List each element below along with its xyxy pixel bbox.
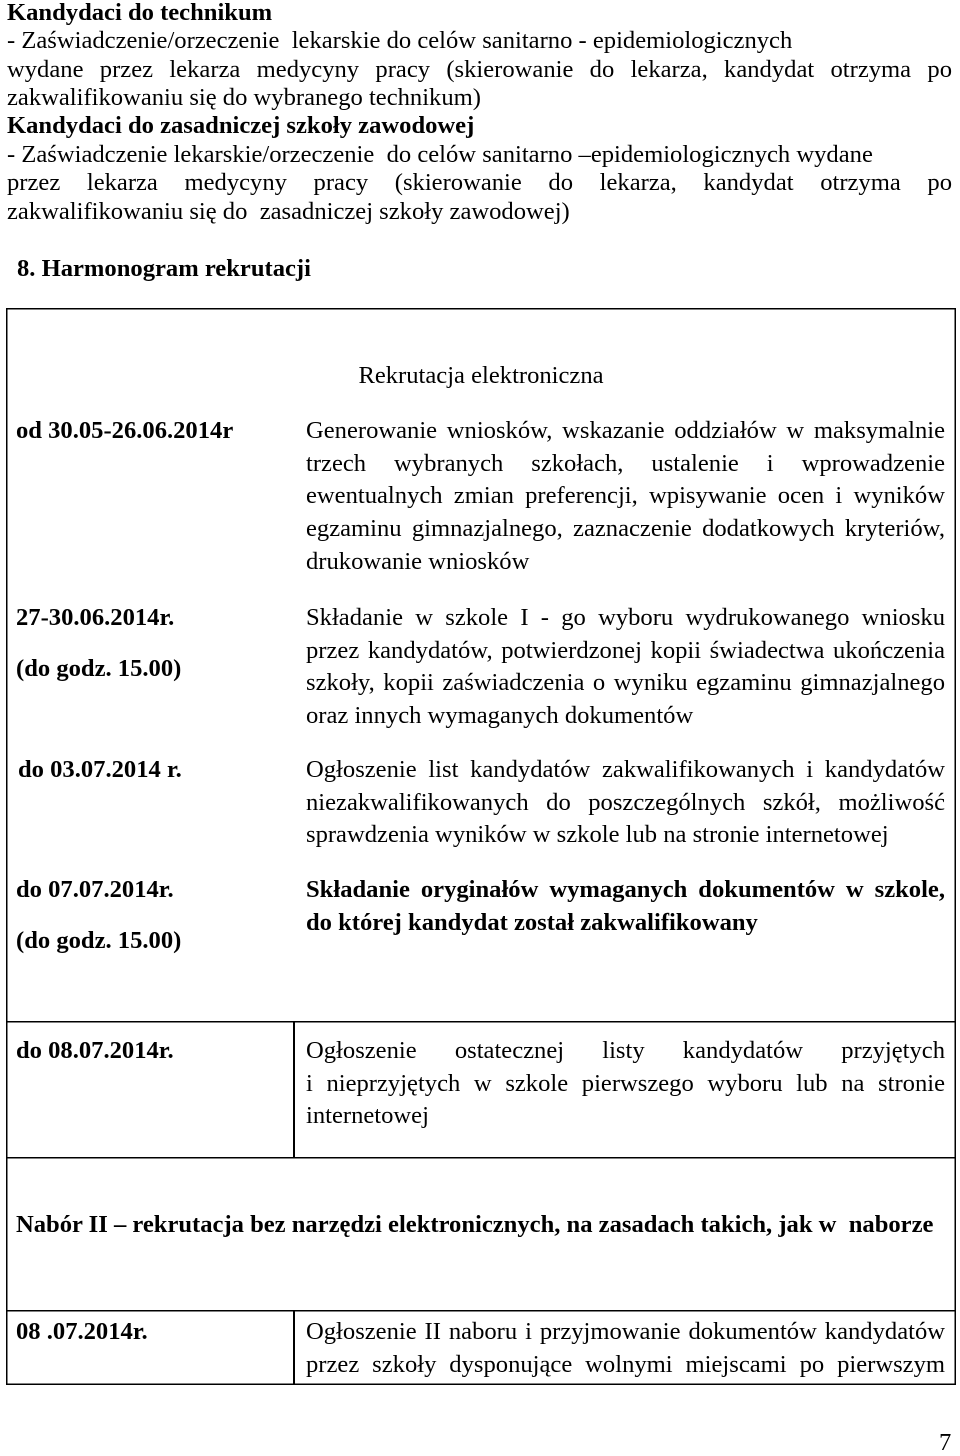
schedule-description-line: do której kandydat został zakwalifikowany <box>306 909 758 936</box>
technikum-heading: Kandydaci do technikum <box>7 0 273 26</box>
zawodowa-text-line: zakwalifikowaniu się do zasadniczej szkoły zawodowej) <box>7 198 570 225</box>
schedule-row <box>6 1021 956 1157</box>
schedule-date: do 07.07.2014r. <box>16 876 174 903</box>
schedule-row <box>6 865 956 1005</box>
schedule-description-line: drukowanie wniosków <box>306 548 530 575</box>
schedule-description-line: Ogłoszenie II naboru i przyjmowanie dokumentów kandydatów <box>306 1318 945 1345</box>
schedule-row <box>6 593 956 743</box>
schedule-description-line: Ogłoszenie list kandydatów zakwalifikowanych i kandydatów <box>306 756 945 783</box>
schedule-description-line: oraz innych wymaganych dokumentów <box>306 702 694 729</box>
schedule-date: do 08.07.2014r. <box>16 1037 174 1064</box>
schedule-description-line: i nieprzyjętych w szkole pierwszego wyboru lub na stronie <box>306 1070 945 1097</box>
schedule-description-line: przez szkoły dysponujące wolnymi miejscami po pierwszym <box>306 1351 945 1378</box>
schedule-heading: 8. Harmonogram rekrutacji <box>17 255 311 282</box>
page-number: 7 <box>939 1429 952 1456</box>
schedule-description-line: Generowanie wniosków, wskazanie oddziałów w maksymalnie <box>306 417 945 444</box>
zawodowa-text-line: przez lekarza medycyny pracy (skierowanie do lekarza, kandydat otrzyma po <box>7 169 952 196</box>
column-divider <box>293 1310 295 1385</box>
intro-section <box>0 0 960 290</box>
schedule-description-line: niezakwalifikowanych do poszczególnych szkół, możliwość <box>306 789 945 816</box>
schedule-description-line: ewentualnych zmian preferencji, wpisywanie ocen i wyników <box>306 482 945 509</box>
second-round-row <box>6 1157 956 1310</box>
schedule-description-line: Składanie w szkole I - go wyboru wydrukowanego wniosku <box>306 604 945 631</box>
schedule-description-line: sprawdzenia wyników w szkole lub na stronie internetowej <box>306 821 889 848</box>
second-round-header: Nabór II – rekrutacja bez narzędzi elektronicznych, na zasadach takich, jak w naborze <box>16 1211 934 1238</box>
technikum-text-line: - Zaświadczenie/orzeczenie lekarskie do celów sanitarno - epidemiologicznych <box>7 27 793 54</box>
schedule-date: od 30.05-26.06.2014r <box>16 417 234 444</box>
schedule-description-line: Składanie oryginałów wymaganych dokumentów w szkole, <box>306 876 945 903</box>
schedule-description-line: internetowej <box>306 1102 429 1129</box>
schedule-time-limit: (do godz. 15.00) <box>16 927 182 954</box>
schedule-description-line: egzaminu gimnazjalnego, zaznaczenie dodatkowych kryteriów, <box>306 515 945 542</box>
schedule-row <box>6 1310 956 1385</box>
column-divider <box>293 1021 295 1157</box>
schedule-date: 08 .07.2014r. <box>16 1318 148 1345</box>
schedule-row <box>6 408 956 588</box>
zawodowa-heading: Kandydaci do zasadniczej szkoły zawodowej <box>7 112 475 139</box>
zawodowa-text-line: - Zaświadczenie lekarskie/orzeczenie do celów sanitarno –epidemiologicznych wydane <box>7 141 873 168</box>
schedule-description-line: przez kandydatów, potwierdzonej kopii świadectwa ukończenia <box>306 637 945 664</box>
technikum-text-line: wydane przez lekarza medycyny pracy (skierowanie do lekarza, kandydat otrzyma po <box>7 56 952 83</box>
schedule-row <box>6 745 956 855</box>
schedule-description-line: Ogłoszenie ostatecznej listy kandydatów przyjętych <box>306 1037 945 1064</box>
technikum-text-line: zakwalifikowaniu się do wybranego technikum) <box>7 84 481 111</box>
schedule-time-limit: (do godz. 15.00) <box>16 655 182 682</box>
schedule-date: 27-30.06.2014r. <box>16 604 175 631</box>
recruitment-schedule-table <box>6 308 956 1385</box>
electronic-recruitment-header: Rekrutacja elektroniczna <box>358 362 604 389</box>
schedule-date: do 03.07.2014 r. <box>18 756 182 783</box>
schedule-description-line: szkoły, kopii zaświadczenia o wyniku egzaminu gimnazjalnego <box>306 669 945 696</box>
schedule-description-line: trzech wybranych szkołach, ustalenie i wprowadzenie <box>306 450 945 477</box>
